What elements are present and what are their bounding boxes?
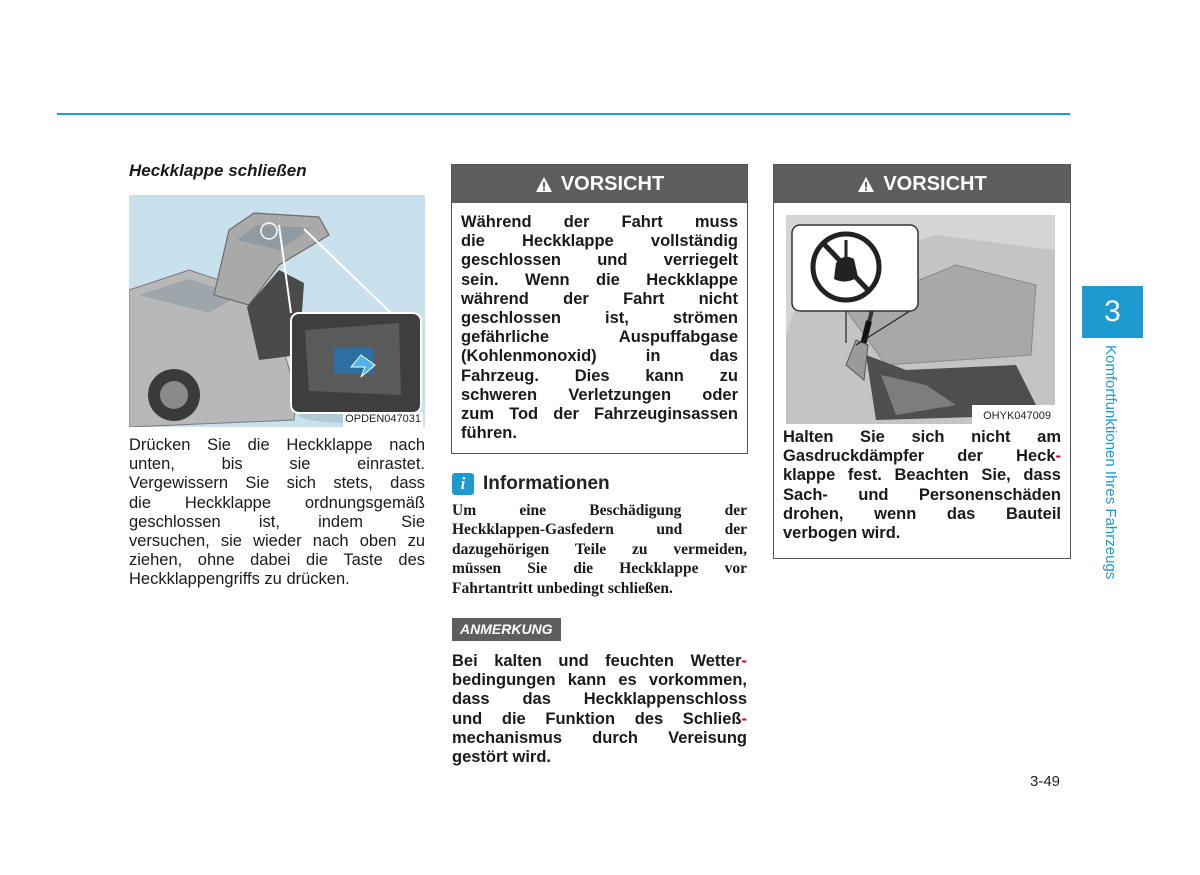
text-line: Halten Sie sich nicht am [783,428,1061,446]
text-line: mechanismus durch Vereisung [452,728,747,747]
caution-text [774,424,1070,543]
caution-text [452,203,747,443]
text-line: Vergewissern Sie sich stets, dass [129,474,425,493]
text-line: Während der Fahrt muss [461,213,738,231]
text-line: Heckklappen-Gasfedern und der [452,521,747,539]
text-line: während der Fahrt nicht [461,289,738,308]
text-line: sein. Wenn die Heckklappe [461,270,738,289]
gas-strut-figure [786,215,1055,424]
text-line: geschlossen ist, indem Sie [129,512,425,531]
top-rule [57,113,1070,115]
warning-icon [535,176,553,193]
text-line: und die Funktion des Schließ- [452,709,747,728]
figure-code: OPDEN047031 [345,413,421,425]
note-badge: ANMERKUNG [452,618,561,641]
gas-strut-illustration [786,215,1055,424]
closing-instructions [129,436,425,590]
figure-code: OHYK047009 [983,410,1051,422]
chapter-title: Komfortfunktionen Ihres Fahrzeugs [1102,345,1119,580]
info-header [452,473,610,495]
text-line: drohen, wenn das Bauteil [783,504,1061,523]
text-line: gestört wird. [452,748,552,767]
caution-box-driving [451,164,748,454]
tailgate-illustration [129,195,425,427]
text-line: gefährliche Auspuffabgase [461,328,738,347]
text-line: dazugehörigen Teile zu vermeiden, [452,540,747,558]
text-line: geschlossen ist, strömen [461,309,738,328]
text-line: klappe fest. Beachten Sie, dass [783,466,1061,485]
text-line: unten, bis sie einrastet. [129,455,425,474]
text-line: (Kohlenmonoxid) in das [461,347,738,366]
text-line: Sach- und Personenschäden [783,485,1061,504]
caution-title: VORSICHT [560,172,665,195]
text-line: Fahrzeug. Dies kann zu [461,366,738,385]
text-line: zum Tod der Fahrzeuginsassen [461,405,738,424]
section-heading: Heckklappe schließen [129,161,307,180]
text-line: verbogen wird. [783,524,901,543]
warning-icon [857,176,875,193]
text-line: Bei kalten und feuchten Wetter- [452,652,747,670]
chapter-side-title-wrap [1098,345,1122,610]
info-icon: i [452,473,474,495]
text-line: geschlossen und verriegelt [461,251,738,270]
text-line: führen. [461,424,517,443]
text-line: versuchen, sie wieder nach oben zu [129,532,425,551]
caution-header [774,165,1070,203]
chapter-tab: 3 [1082,286,1143,338]
text-line: müssen Sie die Heckklappe vor [452,560,747,578]
info-text [452,501,747,598]
caution-title: VORSICHT [883,172,987,195]
text-line: die Heckklappe vollständig [461,232,738,251]
text-line: Drücken Sie die Heckklappe nach [129,436,425,454]
text-line: die Heckklappe ordnungsgemäß [129,493,425,512]
text-line: Heckklappengriffs zu drücken. [129,570,350,589]
text-line: ziehen, ohne dabei die Taste des [129,551,425,570]
tailgate-figure [129,195,425,427]
text-line: Gasdruckdämpfer der Heck- [783,447,1061,466]
text-line: dass das Heckklappenschloss [452,690,747,709]
caution-box-gas-strut [773,164,1071,559]
text-line: bedingungen kann es vorkommen, [452,671,747,690]
note-text [452,652,747,767]
page-number: 3-49 [1030,773,1061,790]
text-line: Fahrtantritt unbedingt schließen. [452,579,673,597]
caution-header [452,165,747,203]
info-title: Informationen [483,473,610,494]
text-line: Um eine Beschädigung der [452,502,747,519]
text-line: schweren Verletzungen oder [461,385,738,404]
